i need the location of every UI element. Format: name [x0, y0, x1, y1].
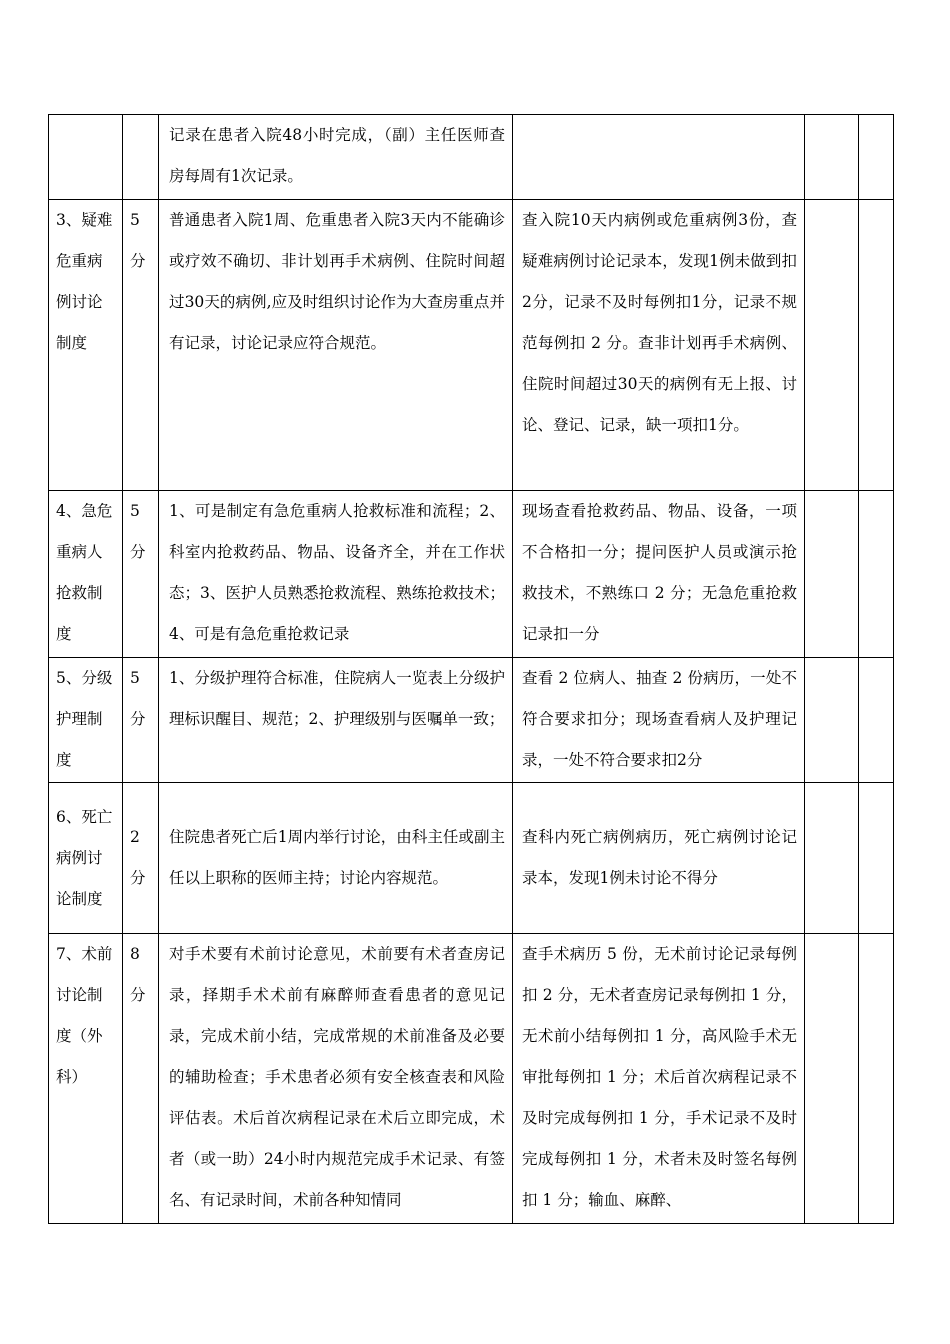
- deduction-cell: [805, 658, 859, 783]
- score-result-cell: [859, 200, 894, 491]
- deduction-cell: [805, 200, 859, 491]
- score-cell: 5分: [123, 491, 159, 658]
- item-cell: 4、急危重病人抢救制度: [49, 491, 123, 658]
- evaluation-table: [48, 114, 894, 1224]
- standard-cell: 1、可是制定有急危重病人抢救标准和流程；2、科室内抢救药品、物品、设备齐全，并在工作状态；3、医护人员熟悉抢救流程、熟练抢救技术；4、可是有急危重抢救记录: [159, 491, 513, 658]
- table-row: [49, 115, 894, 200]
- method-cell: 查看 2 位病人、抽查 2 份病历，一处不符合要求扣分；现场查看病人及护理记录，一处不符合要求扣2分: [513, 658, 805, 783]
- table-row: [49, 934, 894, 1224]
- item-cell: 3、疑难危重病例讨论制度: [49, 200, 123, 491]
- standard-cell: 1、分级护理符合标准，住院病人一览表上分级护理标识醒目、规范；2、护理级别与医嘱单一致；: [159, 658, 513, 783]
- deduction-cell: [805, 934, 859, 1224]
- method-cell: [513, 115, 805, 200]
- score-result-cell: [859, 783, 894, 934]
- table-row: [49, 491, 894, 658]
- score-result-cell: [859, 658, 894, 783]
- score-cell: 2分: [123, 783, 159, 934]
- score-cell: 5分: [123, 658, 159, 783]
- item-cell: 7、术前讨论制度（外科）: [49, 934, 123, 1224]
- standard-cell: 记录在患者入院48小时完成，（副）主任医师查房每周有1次记录。: [159, 115, 513, 200]
- item-cell: [49, 115, 123, 200]
- method-cell: 查入院10天内病例或危重病例3份，查疑难病例讨论记录本，发现1例未做到扣2分，记录不及时每例扣1分，记录不规范每例扣 2 分。查非计划再手术病例、住院时间超过30天的病例有无上报、讨论、登记、记录，缺一项扣1分。: [513, 200, 805, 491]
- deduction-cell: [805, 491, 859, 658]
- standard-cell: 住院患者死亡后1周内举行讨论，由科主任或副主任以上职称的医师主持；讨论内容规范。: [159, 783, 513, 934]
- item-cell: 6、死亡病例讨论制度: [49, 783, 123, 934]
- table-row: [49, 658, 894, 783]
- score-cell: 5分: [123, 200, 159, 491]
- deduction-cell: [805, 783, 859, 934]
- score-result-cell: [859, 115, 894, 200]
- deduction-cell: [805, 115, 859, 200]
- score-cell: 8分: [123, 934, 159, 1224]
- score-result-cell: [859, 491, 894, 658]
- standard-cell: 普通患者入院1周、危重患者入院3天内不能确诊或疗效不确切、非计划再手术病例、住院时间超过30天的病例,应及时组织讨论作为大查房重点并有记录，讨论记录应符合规范。: [159, 200, 513, 491]
- method-cell: 查科内死亡病例病历，死亡病例讨论记录本，发现1例未讨论不得分: [513, 783, 805, 934]
- table-row: [49, 783, 894, 934]
- item-cell: 5、分级护理制度: [49, 658, 123, 783]
- score-cell: [123, 115, 159, 200]
- method-cell: 现场查看抢救药品、物品、设备，一项不合格扣一分；提问医护人员或演示抢救技术，不熟练口 2 分；无急危重抢救记录扣一分: [513, 491, 805, 658]
- score-result-cell: [859, 934, 894, 1224]
- method-cell: 查手术病历 5 份，无术前讨论记录每例扣 2 分，无术者查房记录每例扣 1 分，无术前小结每例扣 1 分，高风险手术无审批每例扣 1 分；术后首次病程记录不及时完成每例扣 1 分，手术记录不及时完成每例扣 1 分，术者未及时签名每例扣 1 分；输血、麻醉、: [513, 934, 805, 1224]
- table-row: [49, 200, 894, 491]
- standard-cell: 对手术要有术前讨论意见，术前要有术者查房记录，择期手术术前有麻醉师查看患者的意见记录，完成术前小结，完成常规的术前准备及必要的辅助检查；手术患者必须有安全核查表和风险评估表。术后首次病程记录在术后立即完成，术者（或一助）24小时内规范完成手术记录、有签名、有记录时间，术前各种知情同: [159, 934, 513, 1224]
